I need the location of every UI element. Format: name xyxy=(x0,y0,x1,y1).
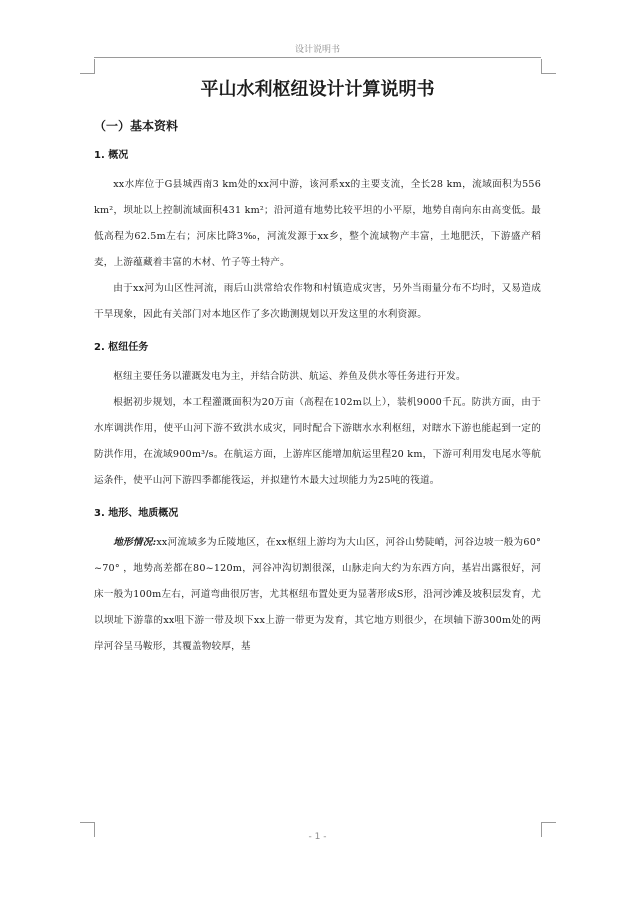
terrain-text: xx河流域多为丘陵地区，在xx枢纽上游均为大山区，河谷山势陡峭，河谷边坡一般为60° ~70° ，地势高差都在80~120m，河谷冲沟切割很深，山脉走向大约为东西方向，基岩出露很好，河床一般为100m左右，河道弯曲很厉害，尤其枢纽布置处更为显著形成S形，沿河沙滩及坡积层发育，尤以坝址下游靠的xx咀下游一带及坝下xx上游一带更为发育，其它地方则很少，在坝轴下游300m处的两岸河谷呈马鞍形，其覆盖物较厚，基 xyxy=(94,537,542,652)
paragraph-overview-2: 由于xx河为山区性河流，雨后山洪常给农作物和村镇造成灾害，另外当雨量分布不均时，又易造成干旱现象，因此有关部门对本地区作了多次勘测规划以开发这里的水利资源。 xyxy=(94,283,541,320)
subsection-heading-tasks: 2. 枢纽任务 xyxy=(94,342,149,353)
paragraph-terrain-1 xyxy=(94,530,541,660)
subsection-heading-terrain: 3. 地形、地质概况 xyxy=(94,508,179,519)
crop-mark-bottom-left xyxy=(80,822,95,837)
subsection-heading-overview: 1. 概况 xyxy=(94,150,129,161)
paragraph-tasks-2: 根据初步规划，本工程灌溉面积为20万亩（高程在102m以上），装机9000千瓦。防洪方面，由于水库调洪作用，使平山河下游不致洪水成灾，同时配合下游瞎水水利枢纽，对瞎水下游也能起到一定的防洪作用，在流域900m³/s。在航运方面，上游库区能增加航运里程20 km，下游可利用发电尾水等航运条件，使平山河下游四季都能筏运，并拟建竹木最大过坝能力为25吨的筏道。 xyxy=(94,397,541,486)
paragraph-tasks-1: 枢纽主要任务以灌溉发电为主，并结合防洪、航运、养鱼及供水等任务进行开发。 xyxy=(113,371,466,382)
running-header: 设计说明书 xyxy=(294,45,340,55)
crop-mark-top-left xyxy=(80,59,95,74)
header-rule xyxy=(94,57,541,58)
crop-mark-bottom-right xyxy=(541,822,556,837)
crop-mark-top-right xyxy=(541,59,556,74)
section-heading: （一）基本资料 xyxy=(94,119,179,133)
terrain-lead-label: 地形情况: xyxy=(113,537,157,548)
page-number: - 1 - xyxy=(308,832,327,842)
page-content xyxy=(94,76,541,660)
paragraph-overview-1: xx水库位于G县城西南3 km处的xx河中游，该河系xx的主要支流，全长28 km，流域面积为556 km²，坝址以上控制流域面积431 km²；沿河道有地势比较平坦的小平原，地势自南向东由高变低。最低高程为62.5m左右；河床比降3‰，河流发源于xx乡，整个流域物产丰富，土地肥沃，下游盛产稻麦，上游蕴藏着丰富的木材、竹子等土特产。 xyxy=(94,179,541,268)
document-title: 平山水利枢纽设计计算说明书 xyxy=(200,79,435,100)
